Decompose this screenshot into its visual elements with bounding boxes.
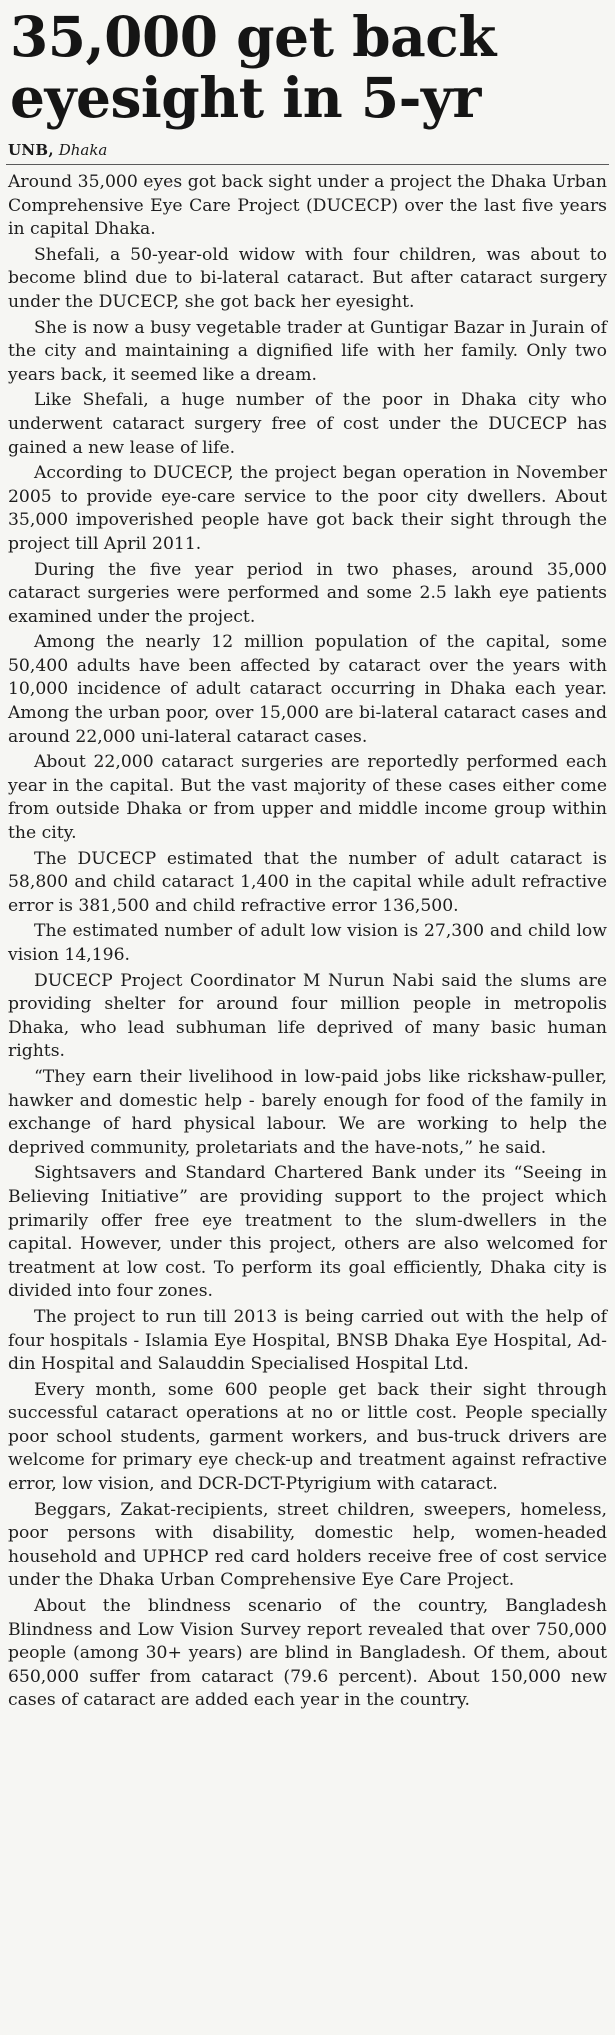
paragraph: About the blindness scenario of the country, Bangladesh Blindness and Low Vision Survey report revealed that over 750,000 people (among 30+ years) are blind in Bangladesh. Of them, about 650,000 suffer from cataract (79.6 percent). About 150,000 new cases of cataract are added each year in the country.	[8, 1596, 607, 1711]
paragraph: The estimated number of adult low vision is 27,300 and child low vision 14,196.	[8, 921, 607, 965]
paragraph: “They earn their livelihood in low-paid jobs like rickshaw-puller, hawker and domestic help - barely enough for food of the family in exchange of hard physical labour. We are working to help the deprived community, proletariats and the have-nots,” he said.	[8, 1066, 607, 1158]
paragraph: Like Shefali, a huge number of the poor in Dhaka city who underwent cataract surgery free of cost under the DUCECP has gained a new lease of life.	[8, 390, 607, 458]
byline-divider	[6, 164, 609, 165]
paragraph: DUCECP Project Coordinator M Nurun Nabi said the slums are providing shelter for around four million people in metropolis Dhaka, who lead subhuman life deprived of many basic human rights.	[8, 970, 607, 1062]
paragraph: Shefali, a 50-year-old widow with four children, was about to become blind due to bi-lateral cataract. But after cataract surgery under the DUCECP, she got back her eyesight.	[8, 244, 607, 312]
paragraph: She is now a busy vegetable trader at Guntigar Bazar in Jurain of the city and maintaining a dignified life with her family. Only two years back, it seemed like a dream.	[8, 317, 607, 385]
paragraph: Sightsavers and Standard Chartered Bank under its “Seeing in Believing Initiative” are providing support to the project which primarily offer free eye treatment to the slum-dwellers in the capital. However, under this project, others are also welcomed for treatment at low cost. To perform its goal efficiently, Dhaka city is divided into four zones.	[8, 1163, 607, 1302]
paragraph: According to DUCECP, the project began operation in November 2005 to provide eye-care service to the poor city dwellers. About 35,000 impoverished people have got back their sight through the project till April 2011.	[8, 463, 607, 554]
paragraph: Beggars, Zakat-recipients, street children, sweepers, homeless, poor persons with disability, domestic help, women-headed household and UPHCP red card holders receive free of cost service under the Dhaka Urban Comprehensive Eye Care Project.	[8, 1499, 607, 1591]
byline-place: Dhaka	[58, 141, 108, 159]
paragraph: Among the nearly 12 million population of the capital, some 50,400 adults have been affected by cataract over the years with 10,000 incidence of adult cataract occurring in Dhaka each year. Among the urban poor, over 15,000 are bi-lateral cataract cases and around 22,000 uni-lateral cataract cases.	[8, 632, 607, 747]
byline	[8, 140, 609, 160]
headline-line-1: 35,000 get back	[10, 4, 496, 69]
paragraph: During the five year period in two phases, around 35,000 cataract surgeries were performed and some 2.5 lakh eye patients examined under the project.	[8, 559, 607, 627]
headline	[6, 6, 609, 128]
paragraph: The DUCECP estimated that the number of adult cataract is 58,800 and child cataract 1,400 in the capital while adult refractive error is 381,500 and child refractive error 136,500.	[8, 848, 607, 916]
paragraph: About 22,000 cataract surgeries are reportedly performed each year in the capital. But the vast majority of these cases either come from outside Dhaka or from upper and middle income group within the city.	[8, 752, 607, 844]
paragraph: Around 35,000 eyes got back sight under a project the Dhaka Urban Comprehensive Eye Care Project (DUCECP) over the last five years in capital Dhaka.	[8, 172, 607, 240]
byline-agency: UNB,	[8, 141, 54, 159]
paragraph: Every month, some 600 people get back their sight through successful cataract operations at no or little cost. People specially poor school students, garment workers, and bus-truck drivers are welcome for primary eye check-up and treatment against refractive error, low vision, and DCR-DCT-Ptyrigium with cataract.	[8, 1379, 607, 1495]
article-body	[6, 171, 609, 1713]
headline-line-2: eyesight in 5-yr	[10, 65, 481, 130]
paragraph: The project to run till 2013 is being carried out with the help of four hospitals - Islamia Eye Hospital, BNSB Dhaka Eye Hospital, Ad-din Hospital and Salauddin Specialised Hospital Ltd.	[8, 1306, 607, 1375]
